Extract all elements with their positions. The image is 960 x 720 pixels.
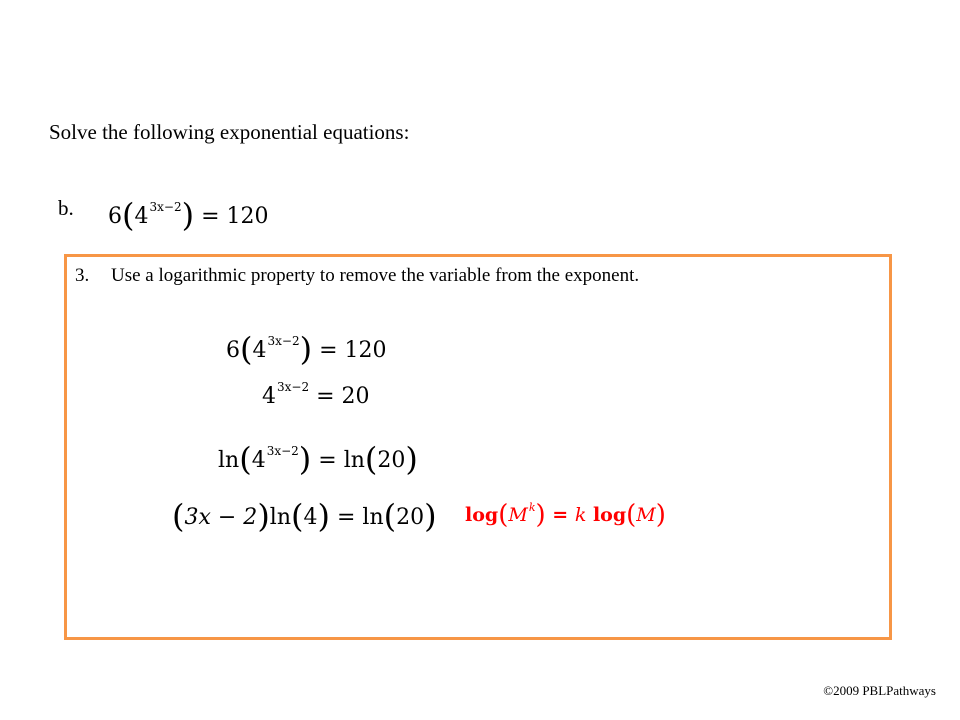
eq4-arg: 4	[303, 505, 318, 530]
right-paren: )	[405, 440, 418, 478]
left-paren: (	[383, 497, 397, 535]
eq4-rhs-ln: = ln	[336, 505, 384, 530]
log-power-property	[465, 500, 666, 530]
right-paren: )	[181, 196, 195, 234]
eq3-rhs-arg: 20	[377, 448, 406, 473]
eq2-rhs: = 20	[316, 384, 370, 409]
equation-2	[262, 380, 370, 409]
step-number: 3.	[75, 265, 90, 286]
left-paren: (	[291, 497, 304, 535]
eq2-base: 4	[262, 384, 276, 409]
left-paren: (	[498, 500, 509, 530]
right-paren: )	[299, 330, 313, 368]
left-paren: (	[626, 500, 637, 530]
right-paren: )	[298, 440, 312, 478]
right-paren: )	[317, 497, 330, 535]
eq2-exponent: 3x−2	[277, 380, 310, 394]
property-M: M	[508, 504, 528, 526]
property-log-2: log	[586, 504, 627, 526]
right-paren: )	[257, 497, 270, 535]
problem-equation	[108, 196, 269, 234]
left-paren: (	[239, 440, 252, 478]
equation-4	[172, 497, 437, 535]
property-log: log	[465, 504, 499, 526]
property-power: k	[528, 501, 536, 514]
right-paren: )	[535, 500, 546, 530]
problem-rhs: = 120	[201, 204, 269, 229]
eq4-lhs-arg: 3x − 2	[184, 505, 258, 530]
left-paren: (	[172, 497, 185, 535]
left-paren: (	[122, 196, 135, 234]
eq4-ln: ln	[269, 505, 292, 530]
left-paren: (	[240, 330, 253, 368]
eq3-rhs-ln: = ln	[318, 448, 365, 473]
problem-exponent: 3x−2	[149, 200, 182, 214]
property-equals: =	[552, 504, 575, 526]
page-heading: Solve the following exponential equations:	[49, 120, 410, 144]
eq1-coefficient: 6	[226, 338, 240, 363]
part-label: b.	[58, 196, 74, 220]
problem-base: 4	[134, 204, 149, 229]
eq1-exponent: 3x−2	[267, 334, 300, 348]
eq1-base: 4	[252, 338, 267, 363]
problem-coefficient: 6	[108, 204, 122, 229]
property-k: k	[574, 504, 587, 526]
equation-1	[226, 330, 387, 368]
step-text: Use a logarithmic property to remove the variable from the exponent.	[111, 265, 640, 286]
equation-3	[218, 440, 418, 478]
step-instruction	[75, 265, 639, 287]
step-box	[64, 254, 892, 640]
copyright-footer: ©2009 PBLPathways	[823, 683, 936, 698]
eq3-exponent: 3x−2	[266, 444, 299, 458]
eq3-base: 4	[251, 448, 266, 473]
eq3-ln: ln	[218, 448, 240, 473]
eq1-rhs: = 120	[319, 338, 387, 363]
left-paren: (	[364, 440, 378, 478]
property-M-2: M	[636, 504, 656, 526]
right-paren: )	[424, 497, 437, 535]
eq4-rhs-arg: 20	[396, 505, 425, 530]
right-paren: )	[655, 500, 666, 530]
